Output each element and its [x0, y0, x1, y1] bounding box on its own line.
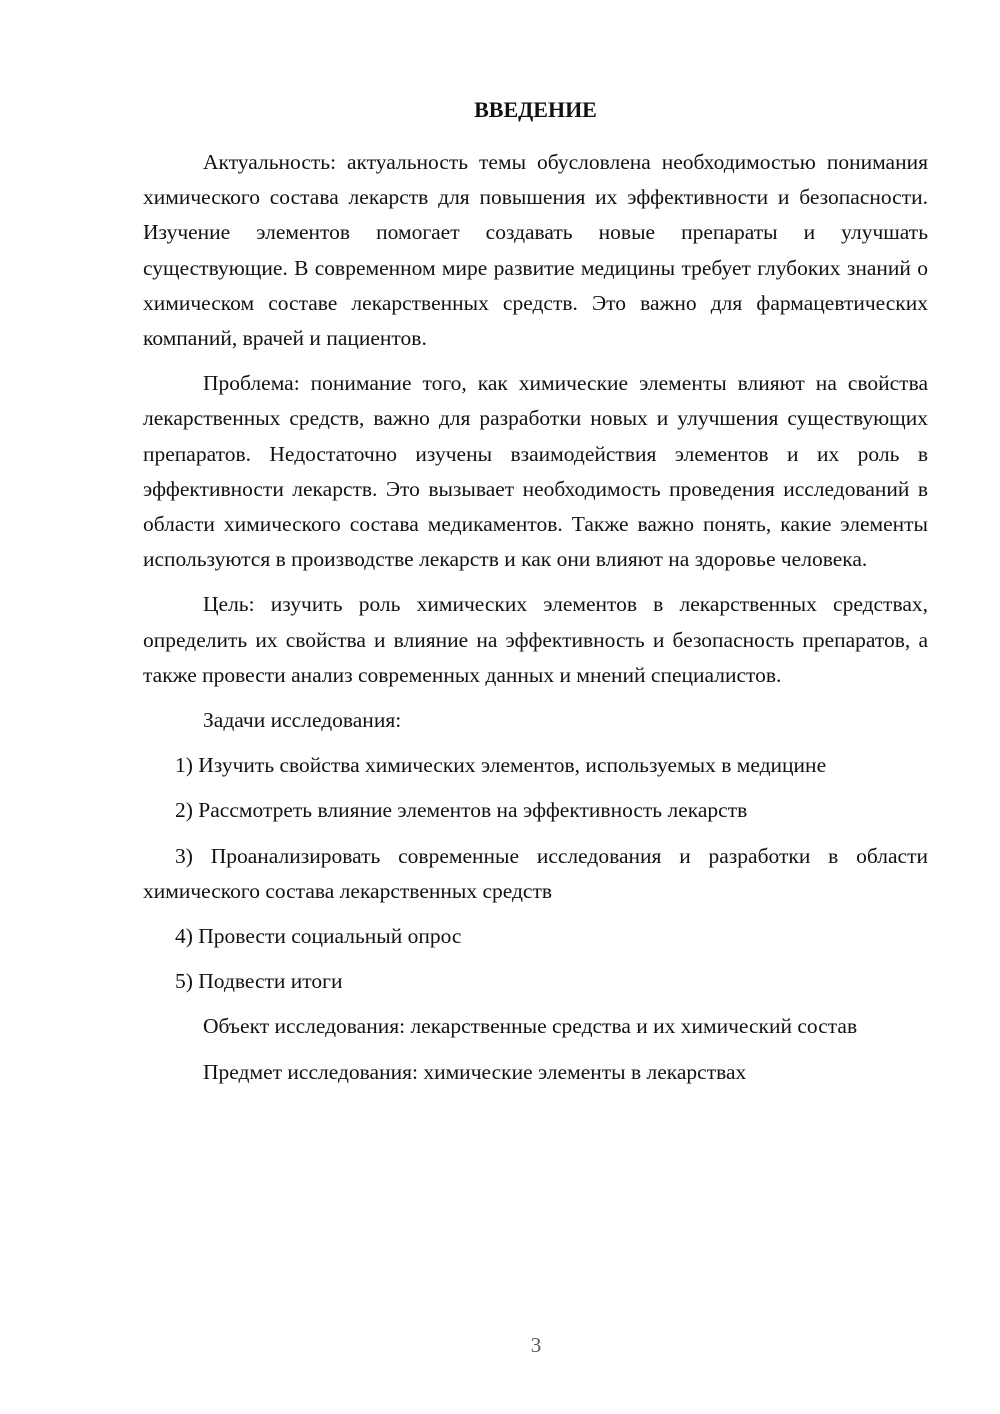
paragraph-relevance: Актуальность: актуальность темы обусловлена необходимостью понимания химического состава лекарств для повышения их эффективности и безопасности. Изучение элементов помогает создавать новые препараты и улучшать существующие. В современном мире развитие медицины требует глубоких знаний о химическом составе лекарственных средств. Это важно для фармацевтических компаний, врачей и пациентов. [143, 150, 928, 351]
paragraph-object: Объект исследования: лекарственные средства и их химический состав [203, 1014, 858, 1039]
paragraph-goal: Цель: изучить роль химических элементов в лекарственных средствах, определить их свойства и влияние на эффективность и безопасность препаратов, а также провести анализ современных данных и мнений специалистов. [143, 592, 928, 687]
paragraph-problem: Проблема: понимание того, как химические элементы влияют на свойства лекарственных средств, важно для разработки новых и улучшения существующих препаратов. Недостаточно изучены взаимодействия элементов и их роль в эффективности лекарств. Это вызывает необходимость проведения исследований в области химического состава медикаментов. Также важно понять, какие элементы используются в производстве лекарств и как они влияют на здоровье человека. [143, 371, 928, 572]
page-number: 3 [530, 1333, 542, 1357]
list-item: 5) Подвести итоги [175, 969, 343, 994]
list-item: 2) Рассмотреть влияние элементов на эффективность лекарств [175, 798, 748, 823]
list-item: 4) Провести социальный опрос [175, 924, 462, 949]
document-body [143, 94, 928, 1090]
section-heading: ВВЕДЕНИЕ [474, 97, 597, 122]
paragraph-subject: Предмет исследования: химические элементы в лекарствах [203, 1059, 747, 1084]
tasks-title: Задачи исследования: [203, 708, 402, 733]
list-item: 3) Проанализировать современные исследования и разработки в области химического состава лекарственных средств [143, 843, 928, 903]
list-item: 1) Изучить свойства химических элементов, используемых в медицине [175, 753, 827, 778]
